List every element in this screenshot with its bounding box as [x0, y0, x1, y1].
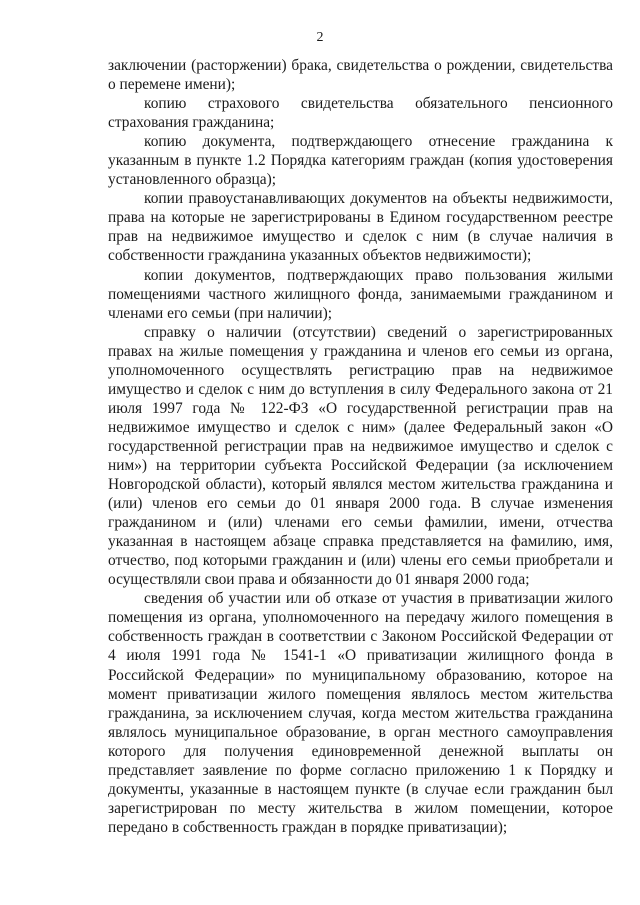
page-number: 2: [316, 30, 324, 45]
paragraph-pension-insurance: копию страхового свидетельства обязательного пенсионного страхования гражданина;: [108, 95, 613, 132]
paragraph-category-document: копию документа, подтверждающего отнесение гражданина к указанным в пункте 1.2 Порядка категориям граждан (копия удостоверения установленного образца);: [108, 133, 613, 189]
paragraph-rights-certificate: справку о наличии (отсутствии) сведений о зарегистрированных правах на жилые помещения у гражданина и членов его семьи из органа, уполномоченного осуществлять регистрацию прав на недвижимое имущество и сделок с ним до вступления в силу Федерального закона от 21 июля 1997 года № 122-ФЗ «О государственной регистрации прав на недвижимое имущество и сделок с ним» (далее Федеральный закон «О государственной регистрации прав на недвижимое имущество и сделок с ним») на территории субъекта Российской Федерации (за исключением Новгородской области), который являлся местом жительства гражданина и (или) членов его семьи до 01 января 2000 года. В случае изменения гражданином и (или) членами его семьи фамилии, имени, отчества указанная в настоящем абзаце справка представляется на фамилию, имя, отчество, под которыми гражданин и (или) члены его семьи приобретали и осуществляли свои права и обязанности до 01 января 2000 года;: [108, 323, 613, 589]
paragraph-housing-use: копии документов, подтверждающих право пользования жилыми помещениями частного жилищного фонда, занимаемыми гражданином и членами его семьи (при наличии);: [108, 266, 613, 322]
paragraph-privatization: сведения об участии или об отказе от участия в приватизации жилого помещения из органа, уполномоченного на передачу жилого помещения в собственность граждан в соответствии с Законом Российской Федерации от 4 июля 1991 года № 1541-1 «О приватизации жилищного фонда в Российской Федерации» по муниципальному образованию, которое на момент приватизации жилого помещения являлось местом жительства гражданина, за исключением случая, когда местом жительства гражданина являлось муниципальное образование, в орган местного самоуправления которого для получения единовременной денежной выплаты он представляет заявление по форме согласно приложению 1 к Порядку и документы, указанные в настоящем пункте (в случае если гражданин был зарегистрирован по месту жительства в жилом помещении, которое передано в собственность граждан в порядке приватизации);: [108, 590, 613, 836]
paragraph-property-titles: копии правоустанавливающих документов на объекты недвижимости, права на которые не зарегистрированы в Едином государственном реестре прав на недвижимое имущество и сделок с ним (в случае наличия в собственности гражданина указанных объектов недвижимости);: [108, 190, 613, 265]
document-body: [108, 56, 613, 837]
paragraph-continuation: заключении (расторжении) брака, свидетельства о рождении, свидетельства о перемене имени);: [108, 57, 613, 94]
